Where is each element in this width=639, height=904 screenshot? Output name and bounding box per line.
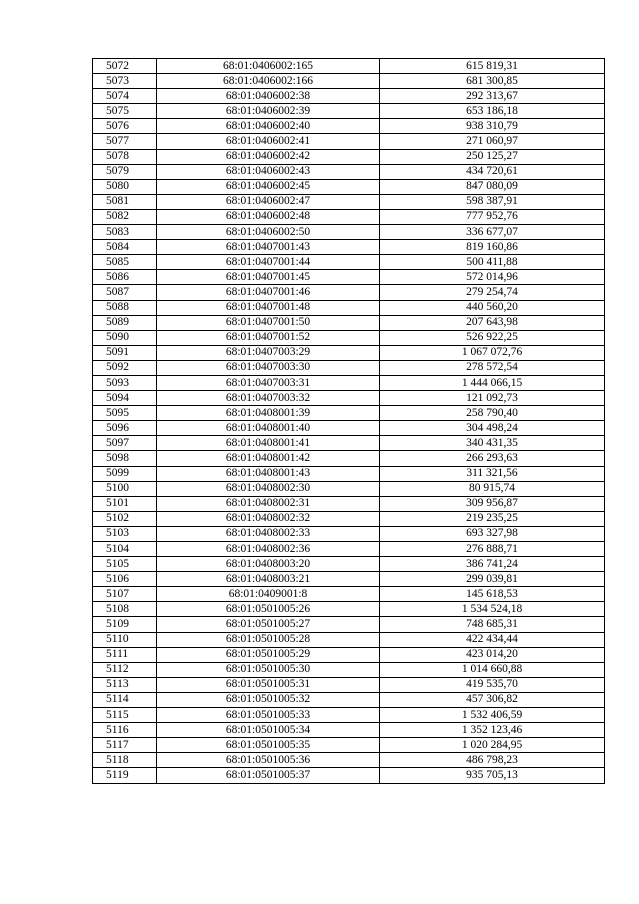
row-number-cell: 5091: [93, 345, 157, 360]
cadastral-number-cell: 68:01:0501005:34: [157, 723, 380, 738]
cadastral-value-cell: 681 300,85: [380, 74, 605, 89]
row-number-cell: 5075: [93, 104, 157, 119]
cadastral-value-cell: 1 444 066,15: [380, 375, 605, 390]
row-number-cell: 5119: [93, 768, 157, 783]
table-row: [93, 345, 605, 360]
row-number-cell: 5095: [93, 406, 157, 421]
cadastral-number-cell: 68:01:0407001:44: [157, 255, 380, 270]
row-number-cell: 5073: [93, 74, 157, 89]
row-number-cell: 5111: [93, 647, 157, 662]
cadastral-value-cell: 1 532 406,59: [380, 708, 605, 723]
cadastral-value-cell: 292 313,67: [380, 89, 605, 104]
table-row: [93, 391, 605, 406]
cadastral-number-cell: 68:01:0406002:48: [157, 209, 380, 224]
cadastral-number-cell: 68:01:0501005:35: [157, 738, 380, 753]
cadastral-number-cell: 68:01:0406002:47: [157, 194, 380, 209]
cadastral-number-cell: 68:01:0406002:165: [157, 59, 380, 74]
cadastral-number-cell: 68:01:0501005:26: [157, 602, 380, 617]
table-row: [93, 587, 605, 602]
row-number-cell: 5083: [93, 225, 157, 240]
table-row: [93, 240, 605, 255]
table-row: [93, 511, 605, 526]
row-number-cell: 5107: [93, 587, 157, 602]
cadastral-number-cell: 68:01:0407003:32: [157, 391, 380, 406]
cadastral-value-cell: 80 915,74: [380, 481, 605, 496]
row-number-cell: 5085: [93, 255, 157, 270]
cadastral-value-cell: 486 798,23: [380, 753, 605, 768]
cadastral-number-cell: 68:01:0407003:29: [157, 345, 380, 360]
cadastral-number-cell: 68:01:0501005:32: [157, 692, 380, 707]
row-number-cell: 5102: [93, 511, 157, 526]
cadastral-value-cell: 748 685,31: [380, 617, 605, 632]
table-row: [93, 481, 605, 496]
cadastral-number-cell: 68:01:0501005:27: [157, 617, 380, 632]
row-number-cell: 5076: [93, 119, 157, 134]
row-number-cell: 5074: [93, 89, 157, 104]
row-number-cell: 5080: [93, 179, 157, 194]
row-number-cell: 5106: [93, 572, 157, 587]
table-row: [93, 119, 605, 134]
row-number-cell: 5116: [93, 723, 157, 738]
cadastral-value-cell: 1 014 660,88: [380, 662, 605, 677]
cadastral-number-cell: 68:01:0407001:52: [157, 330, 380, 345]
table-row: [93, 753, 605, 768]
cadastral-value-cell: 572 014,96: [380, 270, 605, 285]
cadastral-value-cell: 1 020 284,95: [380, 738, 605, 753]
row-number-cell: 5088: [93, 300, 157, 315]
cadastral-number-cell: 68:01:0408002:31: [157, 496, 380, 511]
cadastral-value-cell: 219 235,25: [380, 511, 605, 526]
cadastral-number-cell: 68:01:0408002:32: [157, 511, 380, 526]
row-number-cell: 5087: [93, 285, 157, 300]
cadastral-number-cell: 68:01:0407001:46: [157, 285, 380, 300]
cadastral-value-cell: 309 956,87: [380, 496, 605, 511]
cadastral-number-cell: 68:01:0501005:33: [157, 708, 380, 723]
cadastral-value-cell: 1 067 072,76: [380, 345, 605, 360]
cadastral-number-cell: 68:01:0408001:40: [157, 421, 380, 436]
row-number-cell: 5105: [93, 557, 157, 572]
table-row: [93, 300, 605, 315]
table-row: [93, 421, 605, 436]
cadastral-number-cell: 68:01:0407003:30: [157, 360, 380, 375]
table-row: [93, 89, 605, 104]
row-number-cell: 5081: [93, 194, 157, 209]
row-number-cell: 5098: [93, 451, 157, 466]
row-number-cell: 5112: [93, 662, 157, 677]
cadastral-value-cell: 422 434,44: [380, 632, 605, 647]
cadastral-value-cell: 258 790,40: [380, 406, 605, 421]
cadastral-value-cell: 598 387,91: [380, 194, 605, 209]
row-number-cell: 5103: [93, 526, 157, 541]
cadastral-number-cell: 68:01:0501005:28: [157, 632, 380, 647]
row-number-cell: 5093: [93, 375, 157, 390]
cadastral-number-cell: 68:01:0407001:50: [157, 315, 380, 330]
row-number-cell: 5079: [93, 164, 157, 179]
table-row: [93, 738, 605, 753]
table-row: [93, 270, 605, 285]
table-row: [93, 164, 605, 179]
cadastral-number-cell: 68:01:0406002:43: [157, 164, 380, 179]
table-row: [93, 330, 605, 345]
cadastral-value-cell: 419 535,70: [380, 677, 605, 692]
table-row: [93, 59, 605, 74]
cadastral-value-cell: 457 306,82: [380, 692, 605, 707]
cadastral-number-cell: 68:01:0407001:48: [157, 300, 380, 315]
table-row: [93, 466, 605, 481]
row-number-cell: 5086: [93, 270, 157, 285]
cadastral-value-cell: 276 888,71: [380, 542, 605, 557]
row-number-cell: 5117: [93, 738, 157, 753]
row-number-cell: 5100: [93, 481, 157, 496]
row-number-cell: 5101: [93, 496, 157, 511]
table-row: [93, 194, 605, 209]
cadastral-value-cell: 1 534 524,18: [380, 602, 605, 617]
table-row: [93, 149, 605, 164]
cadastral-value-cell: 526 922,25: [380, 330, 605, 345]
cadastral-number-cell: 68:01:0501005:37: [157, 768, 380, 783]
table-row: [93, 632, 605, 647]
cadastral-number-cell: 68:01:0406002:40: [157, 119, 380, 134]
cadastral-number-cell: 68:01:0408003:20: [157, 557, 380, 572]
cadastral-value-cell: 440 560,20: [380, 300, 605, 315]
cadastral-value-cell: 847 080,09: [380, 179, 605, 194]
row-number-cell: 5104: [93, 542, 157, 557]
row-number-cell: 5090: [93, 330, 157, 345]
table-row: [93, 375, 605, 390]
cadastral-value-cell: 278 572,54: [380, 360, 605, 375]
row-number-cell: 5115: [93, 708, 157, 723]
row-number-cell: 5082: [93, 209, 157, 224]
cadastral-number-cell: 68:01:0407001:43: [157, 240, 380, 255]
row-number-cell: 5089: [93, 315, 157, 330]
table-row: [93, 708, 605, 723]
table-row: [93, 557, 605, 572]
cadastral-value-cell: 434 720,61: [380, 164, 605, 179]
cadastral-number-cell: 68:01:0501005:30: [157, 662, 380, 677]
cadastral-value-cell: 935 705,13: [380, 768, 605, 783]
row-number-cell: 5108: [93, 602, 157, 617]
table-row: [93, 74, 605, 89]
table-row: [93, 134, 605, 149]
cadastral-number-cell: 68:01:0501005:36: [157, 753, 380, 768]
cadastral-number-cell: 68:01:0407003:31: [157, 375, 380, 390]
row-number-cell: 5078: [93, 149, 157, 164]
row-number-cell: 5077: [93, 134, 157, 149]
table-row: [93, 692, 605, 707]
cadastral-value-cell: 1 352 123,46: [380, 723, 605, 738]
row-number-cell: 5114: [93, 692, 157, 707]
row-number-cell: 5099: [93, 466, 157, 481]
table-row: [93, 225, 605, 240]
cadastral-number-cell: 68:01:0408001:42: [157, 451, 380, 466]
row-number-cell: 5110: [93, 632, 157, 647]
table-row: [93, 647, 605, 662]
cadastral-number-cell: 68:01:0406002:166: [157, 74, 380, 89]
row-number-cell: 5109: [93, 617, 157, 632]
cadastral-value-cell: 304 498,24: [380, 421, 605, 436]
table-row: [93, 723, 605, 738]
table-row: [93, 209, 605, 224]
cadastral-value-cell: 693 327,98: [380, 526, 605, 541]
table-row: [93, 104, 605, 119]
cadastral-value-cell: 423 014,20: [380, 647, 605, 662]
table-row: [93, 617, 605, 632]
cadastral-number-cell: 68:01:0406002:42: [157, 149, 380, 164]
cadastral-number-cell: 68:01:0406002:41: [157, 134, 380, 149]
cadastral-value-cell: 279 254,74: [380, 285, 605, 300]
table-row: [93, 542, 605, 557]
cadastral-number-cell: 68:01:0408003:21: [157, 572, 380, 587]
cadastral-value-table: [92, 58, 605, 784]
cadastral-number-cell: 68:01:0501005:29: [157, 647, 380, 662]
cadastral-value-cell: 311 321,56: [380, 466, 605, 481]
table-row: [93, 526, 605, 541]
cadastral-value-cell: 299 039,81: [380, 572, 605, 587]
table-row: [93, 768, 605, 783]
row-number-cell: 5094: [93, 391, 157, 406]
cadastral-number-cell: 68:01:0406002:38: [157, 89, 380, 104]
row-number-cell: 5092: [93, 360, 157, 375]
cadastral-number-cell: 68:01:0407001:45: [157, 270, 380, 285]
cadastral-number-cell: 68:01:0501005:31: [157, 677, 380, 692]
table-row: [93, 451, 605, 466]
cadastral-value-cell: 340 431,35: [380, 436, 605, 451]
cadastral-value-cell: 777 952,76: [380, 209, 605, 224]
cadastral-value-cell: 336 677,07: [380, 225, 605, 240]
cadastral-number-cell: 68:01:0408001:39: [157, 406, 380, 421]
cadastral-value-cell: 121 092,73: [380, 391, 605, 406]
table-body: [93, 59, 605, 784]
cadastral-number-cell: 68:01:0406002:50: [157, 225, 380, 240]
row-number-cell: 5118: [93, 753, 157, 768]
cadastral-number-cell: 68:01:0406002:45: [157, 179, 380, 194]
table-row: [93, 572, 605, 587]
cadastral-number-cell: 68:01:0406002:39: [157, 104, 380, 119]
table-row: [93, 496, 605, 511]
cadastral-number-cell: 68:01:0408001:41: [157, 436, 380, 451]
cadastral-value-cell: 500 411,88: [380, 255, 605, 270]
table-row: [93, 677, 605, 692]
table-row: [93, 179, 605, 194]
cadastral-value-cell: 653 186,18: [380, 104, 605, 119]
cadastral-value-cell: 615 819,31: [380, 59, 605, 74]
cadastral-value-cell: 938 310,79: [380, 119, 605, 134]
cadastral-value-cell: 271 060,97: [380, 134, 605, 149]
row-number-cell: 5113: [93, 677, 157, 692]
table-row: [93, 602, 605, 617]
row-number-cell: 5084: [93, 240, 157, 255]
table-row: [93, 662, 605, 677]
table-row: [93, 406, 605, 421]
cadastral-number-cell: 68:01:0408002:33: [157, 526, 380, 541]
table-row: [93, 255, 605, 270]
cadastral-number-cell: 68:01:0409001:8: [157, 587, 380, 602]
table-row: [93, 315, 605, 330]
cadastral-value-cell: 266 293,63: [380, 451, 605, 466]
cadastral-value-cell: 819 160,86: [380, 240, 605, 255]
table-row: [93, 436, 605, 451]
cadastral-number-cell: 68:01:0408002:36: [157, 542, 380, 557]
cadastral-number-cell: 68:01:0408001:43: [157, 466, 380, 481]
cadastral-value-cell: 386 741,24: [380, 557, 605, 572]
cadastral-value-cell: 207 643,98: [380, 315, 605, 330]
row-number-cell: 5072: [93, 59, 157, 74]
table-row: [93, 360, 605, 375]
cadastral-value-cell: 145 618,53: [380, 587, 605, 602]
row-number-cell: 5097: [93, 436, 157, 451]
table-row: [93, 285, 605, 300]
cadastral-number-cell: 68:01:0408002:30: [157, 481, 380, 496]
cadastral-value-cell: 250 125,27: [380, 149, 605, 164]
row-number-cell: 5096: [93, 421, 157, 436]
